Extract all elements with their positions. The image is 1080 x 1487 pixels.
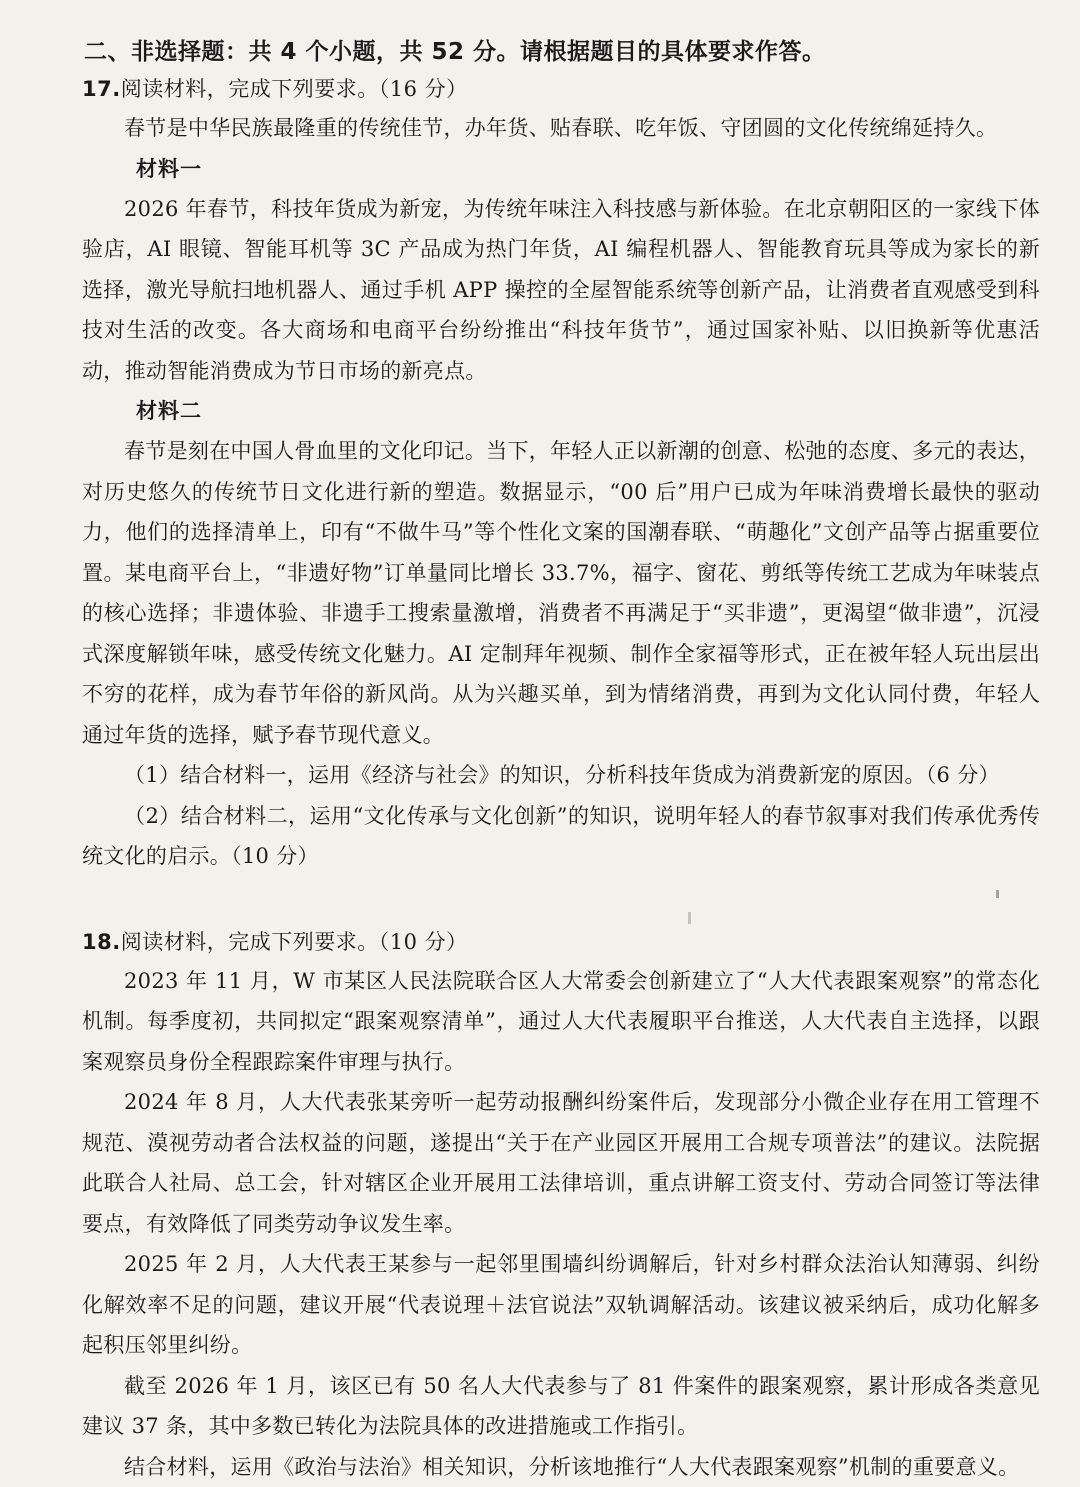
material2-text: 春节是刻在中国人骨血里的文化印记。当下，年轻人正以新潮的创意、松弛的态度、多元的表达，对历史悠久的传统节日文化进行新的塑造。数据显示，“00 后”用户已成为年味消费增长最快的驱动力，他们的选择清单上，印有“不做牛马”等个性化文案的国潮春联、“萌趣化”文创产品等占据重要位置。某电商平台上，“非遗好物”订单量同比增长 33.7%，福字、窗花、剪纸等传统工艺成为年味装点的核心选择；非遗体验、非遗手工搜索量激增，消费者不再满足于“买非遗”，更渴望“做非遗”，沉浸式深度解锁年味，感受传统文化魅力。AI 定制拜年视频、制作全家福等形式，正在被年轻人玩出层出不穷的花样，成为春节年俗的新风尚。从为兴趣买单，到为情绪消费，再到为文化认同付费，年轻人通过年货的选择，赋予春节现代意义。: [82, 431, 1040, 755]
material1-label: 材料一: [82, 149, 1040, 189]
section-header: 二、非选择题：共 4 个小题，共 52 分。请根据题目的具体要求作答。: [84, 34, 1040, 70]
material2-label: 材料二: [82, 391, 1040, 431]
q17-intro: 春节是中华民族最隆重的传统佳节，办年货、贴春联、吃年饭、守团圆的文化传统绵延持久。: [82, 108, 1040, 149]
question-gap: [82, 877, 1040, 921]
q18-title-text: 阅读材料，完成下列要求。（10 分）: [121, 930, 468, 954]
q18-number: 18.: [82, 930, 121, 954]
material1-text: 2026 年春节，科技年货成为新宠，为传统年味注入科技感与新体验。在北京朝阳区的一家线下体验店，AI 眼镜、智能耳机等 3C 产品成为热门年货，AI 编程机器人、智能教育玩具等成为家长的新选择，激光导航扫地机器人、通过手机 APP 操控的全屋智能系统等创新产品，让消费者直观感受到科技对生活的改变。各大商场和电商平台纷纷推出“科技年货节”，通过国家补贴、以旧换新等优惠活动，推动智能消费成为节日市场的新亮点。: [82, 189, 1040, 392]
q17-number: 17.: [82, 77, 121, 101]
q18-paragraph-1: 2023 年 11 月，W 市某区人民法院联合区人大常委会创新建立了“人大代表跟案观察”的常态化机制。每季度初，共同拟定“跟案观察清单”，通过人大代表履职平台推送，人大代表自主选择，以跟案观察员身份全程跟踪案件审理与执行。: [82, 961, 1040, 1083]
q18-title: [82, 923, 1040, 961]
q18-question: 结合材料，运用《政治与法治》相关知识，分析该地推行“人大代表跟案观察”机制的重要意义。: [82, 1447, 1040, 1487]
scan-speck: [688, 912, 691, 924]
q17-subquestion-1: （1）结合材料一，运用《经济与社会》的知识，分析科技年货成为消费新宠的原因。（6 分）: [82, 755, 1040, 796]
q18-paragraph-2: 2024 年 8 月，人大代表张某旁听一起劳动报酬纠纷案件后，发现部分小微企业存在用工管理不规范、漠视劳动者合法权益的问题，遂提出“关于在产业园区开展用工合规专项普法”的建议。法院据此联合人社局、总工会，针对辖区企业开展用工法律培训，重点讲解工资支付、劳动合同签订等法律要点，有效降低了同类劳动争议发生率。: [82, 1082, 1040, 1244]
q18-paragraph-3: 2025 年 2 月，人大代表王某参与一起邻里围墙纠纷调解后，针对乡村群众法治认知薄弱、纠纷化解效率不足的问题，建议开展“代表说理＋法官说法”双轨调解活动。该建议被采纳后，成功化解多起积压邻里纠纷。: [82, 1244, 1040, 1366]
q17-title-text: 阅读材料，完成下列要求。（16 分）: [121, 77, 468, 101]
q18-paragraph-4: 截至 2026 年 1 月，该区已有 50 名人大代表参与了 81 件案件的跟案观察，累计形成各类意见建议 37 条，其中多数已转化为法院具体的改进措施或工作指引。: [82, 1366, 1040, 1447]
q17-subquestion-2: （2）结合材料二，运用“文化传承与文化创新”的知识，说明年轻人的春节叙事对我们传承优秀传统文化的启示。（10 分）: [82, 796, 1040, 877]
scan-speck: [996, 890, 999, 898]
q17-title: [82, 70, 1040, 108]
